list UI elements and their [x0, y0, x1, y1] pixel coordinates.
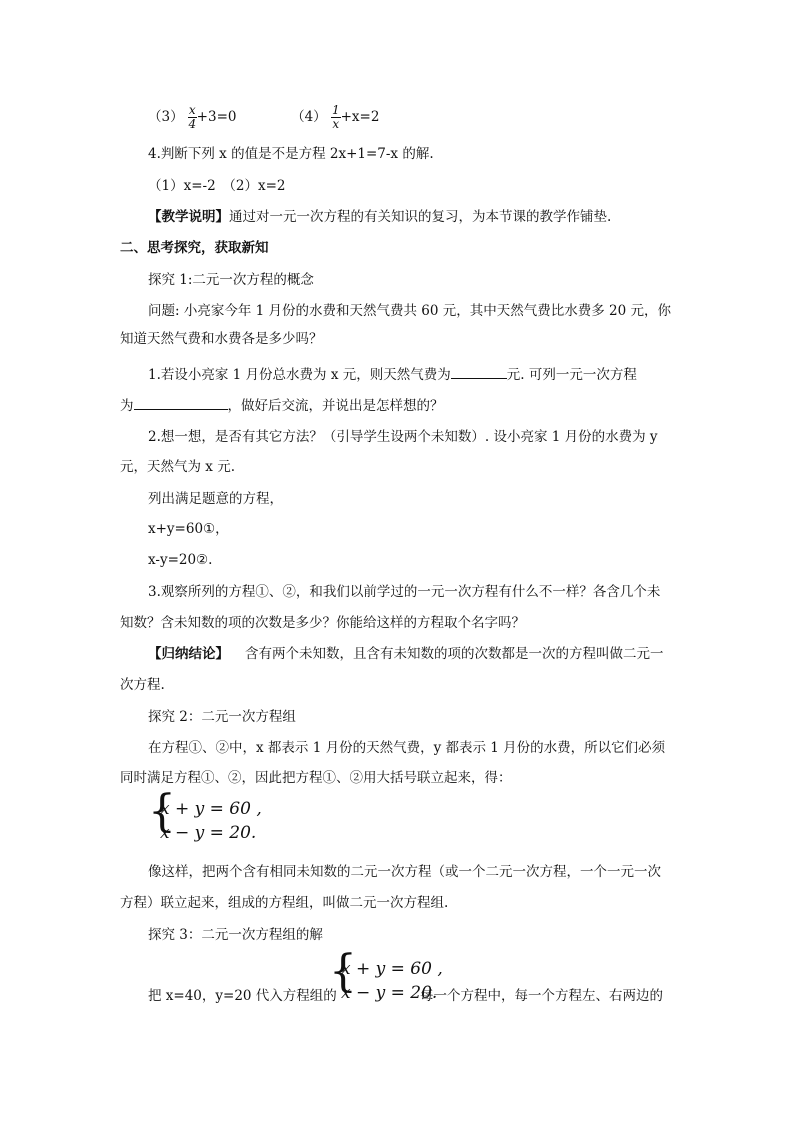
- item-4-denominator: x: [332, 117, 340, 131]
- system-1-equation-2: x − y = 20.: [160, 823, 257, 843]
- equation-system-2: [329, 946, 443, 1008]
- step-1-line-2: [120, 395, 444, 416]
- last-line-part-a: 把 x=40，y=20 代入方程组的: [148, 988, 337, 1004]
- list-equations-intro: 列出满足题意的方程，: [148, 491, 283, 507]
- step-2-line-1: 2.想一想，是否有其它方法？（引导学生设两个未知数）. 设小亮家 1 月份的水费为 y: [148, 429, 658, 445]
- conclusion-text: 含有两个未知数，且含有未知数的项的次数都是一次的方程叫做二元一: [245, 646, 664, 662]
- answer-blank-2: [134, 395, 228, 410]
- definition-line-2: 方程）联立起来，组成的方程组，叫做二元一次方程组.: [120, 895, 449, 911]
- teaching-note-text: 通过对一元一次方程的有关知识的复习，为本节课的教学作铺垫.: [229, 209, 612, 225]
- explore-2-line-2: 同时满足方程①、②，因此把方程①、②用大括号联立起来，得：: [120, 770, 512, 786]
- step-1-text-d: ，做好后交流，并说出是怎样想的？: [227, 398, 444, 414]
- definition-line-1: 像这样，把两个含有相同未知数的二元一次方程（或一个二元一次方程，一个一元一次: [148, 864, 661, 880]
- equation-2: x-y=20②.: [148, 552, 213, 568]
- step-2-line-2: 元，天然气为 x 元.: [120, 459, 235, 475]
- item-3-label: （3）: [148, 109, 184, 125]
- equation-system-1: [148, 786, 268, 848]
- answer-blank-1: [451, 364, 507, 379]
- section-2-title: 二、思考探究，获取新知: [120, 240, 269, 256]
- explore-2-line-1: 在方程①、②中，x 都表示 1 月份的天然气费，y 都表示 1 月份的水费，所以它们必须: [148, 740, 666, 756]
- item-3-rest: +3=0: [196, 109, 237, 125]
- item-4-rest: +x=2: [340, 109, 380, 125]
- item-3-denominator: 4: [188, 117, 197, 131]
- last-line-part-b: 每一个方程中，每一个方程左、右两边的: [420, 988, 663, 1004]
- step-3-line-1: 3.观察所列的方程①、②，和我们以前学过的一元一次方程有什么不一样？各含几个未: [148, 584, 661, 600]
- step-1-text-c: 为: [120, 398, 134, 414]
- item-4-fraction: [331, 104, 341, 131]
- problem-line-1: 问题: 小亮家今年 1 月份的水费和天然气费共 60 元，其中天然气费比水费多 20 元，你: [148, 303, 672, 319]
- step-3-line-2: 知数？含未知数的项的次数是多少？你能给这样的方程取个名字吗？: [120, 615, 525, 631]
- system-2-equation-1: x + y = 60 ,: [341, 959, 443, 979]
- explore-2-title: 探究 2：二元一次方程组: [148, 709, 296, 725]
- conclusion-line-2: 次方程.: [120, 677, 165, 693]
- item-4-label: （4）: [291, 109, 327, 125]
- step-1-text-a: 1.若设小亮家 1 月份总水费为 x 元，则天然气费为: [148, 367, 451, 383]
- conclusion-line-1: [148, 644, 664, 664]
- explore-1-title: 探究 1:二元一次方程的概念: [148, 272, 314, 288]
- step-1-text-b: 元. 可列一元一次方程: [506, 367, 637, 383]
- exercise-items-3-4: [148, 104, 379, 131]
- conclusion-tag: 【归纳结论】: [148, 646, 229, 662]
- left-brace: {: [148, 786, 176, 837]
- system-1-equation-1: x + y = 60 ,: [160, 799, 262, 819]
- system-2-equation-2: x − y = 20.: [341, 983, 438, 1003]
- item-3-fraction: [188, 104, 197, 131]
- equation-1: x+y=60①，: [148, 521, 229, 537]
- left-brace: {: [329, 946, 357, 997]
- explore-3-title: 探究 3：二元一次方程组的解: [148, 927, 323, 943]
- problem-line-2: 知道天然气费和水费各是多少吗？: [120, 331, 323, 347]
- teaching-note: [148, 207, 611, 227]
- step-1-line-1: [148, 364, 637, 385]
- question-4: 4.判断下列 x 的值是不是方程 2x+1=7-x 的解.: [148, 146, 434, 162]
- item-3-numerator: x: [188, 103, 196, 117]
- item-4-numerator: 1: [331, 103, 340, 117]
- question-4-options: （1）x=-2 （2）x=2: [148, 178, 286, 194]
- teaching-note-tag: 【教学说明】: [148, 209, 229, 225]
